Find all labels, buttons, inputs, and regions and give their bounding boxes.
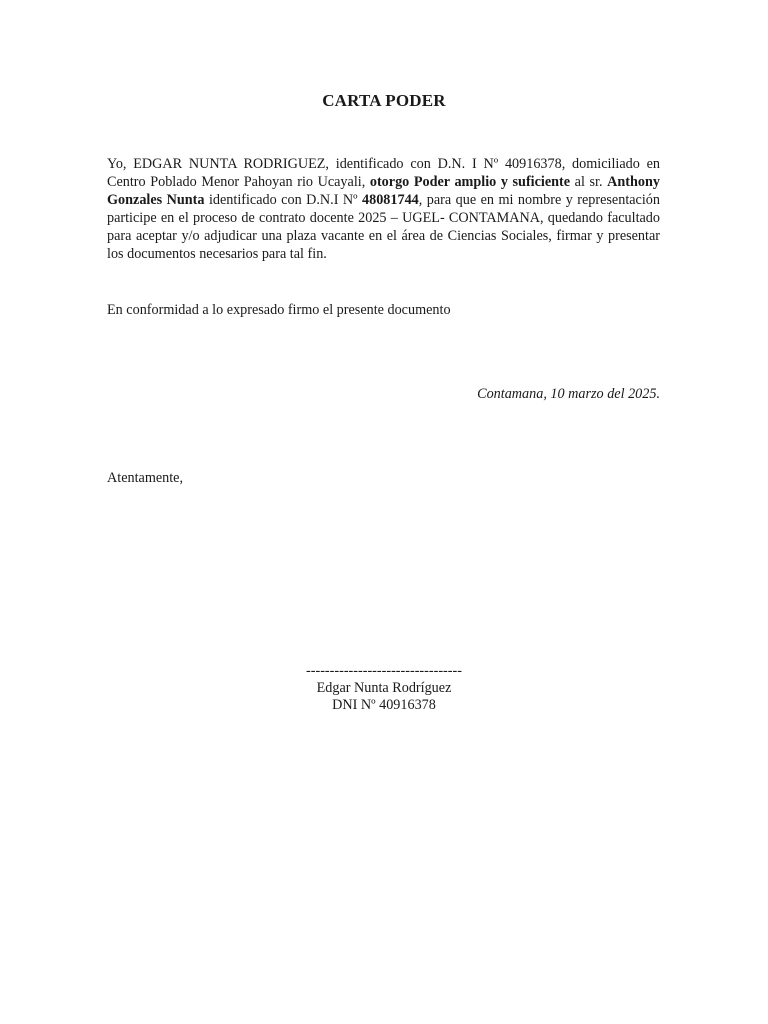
document-title: CARTA PODER <box>322 91 446 110</box>
conformity-statement: En conformidad a lo expresado firmo el presente documento <box>107 302 451 318</box>
signature-block <box>0 663 768 714</box>
body-text-1: Yo, EDGAR NUNTA RODRIGUEZ, identificado con D.N. I Nº 40916378, domiciliado en Centro Poblado Menor Pahoyan rio Ucayali, <box>107 156 660 190</box>
body-text-2: al sr. <box>570 174 608 190</box>
signature-line: --------------------------------- <box>306 663 462 679</box>
place-date-line: Contamana, 10 marzo del 2025. <box>477 386 660 402</box>
body-paragraph <box>107 155 660 263</box>
body-bold-grant: otorgo Poder amplio y suficiente <box>369 174 571 190</box>
signer-name: Edgar Nunta Rodríguez <box>316 680 452 696</box>
body-text-4: , para que en mi nombre y representación participe en el proceso de contrato docente 2025 – UGEL- CONTAMANA, quedando facultado para aceptar y/o adjudicar una plaza vacante en el área de Ciencias Sociales, firmar y presentar los documentos necesarios para tal fin. <box>107 192 660 262</box>
body-text-3: identificado con D.N.I Nº <box>204 192 363 208</box>
body-bold-grantee-dni: 48081744 <box>362 192 419 208</box>
body-bold-grantee-name: Anthony Gonzales Nunta <box>107 174 660 208</box>
closing-salutation: Atentamente, <box>107 470 184 486</box>
signer-dni: DNI Nº 40916378 <box>332 697 436 713</box>
